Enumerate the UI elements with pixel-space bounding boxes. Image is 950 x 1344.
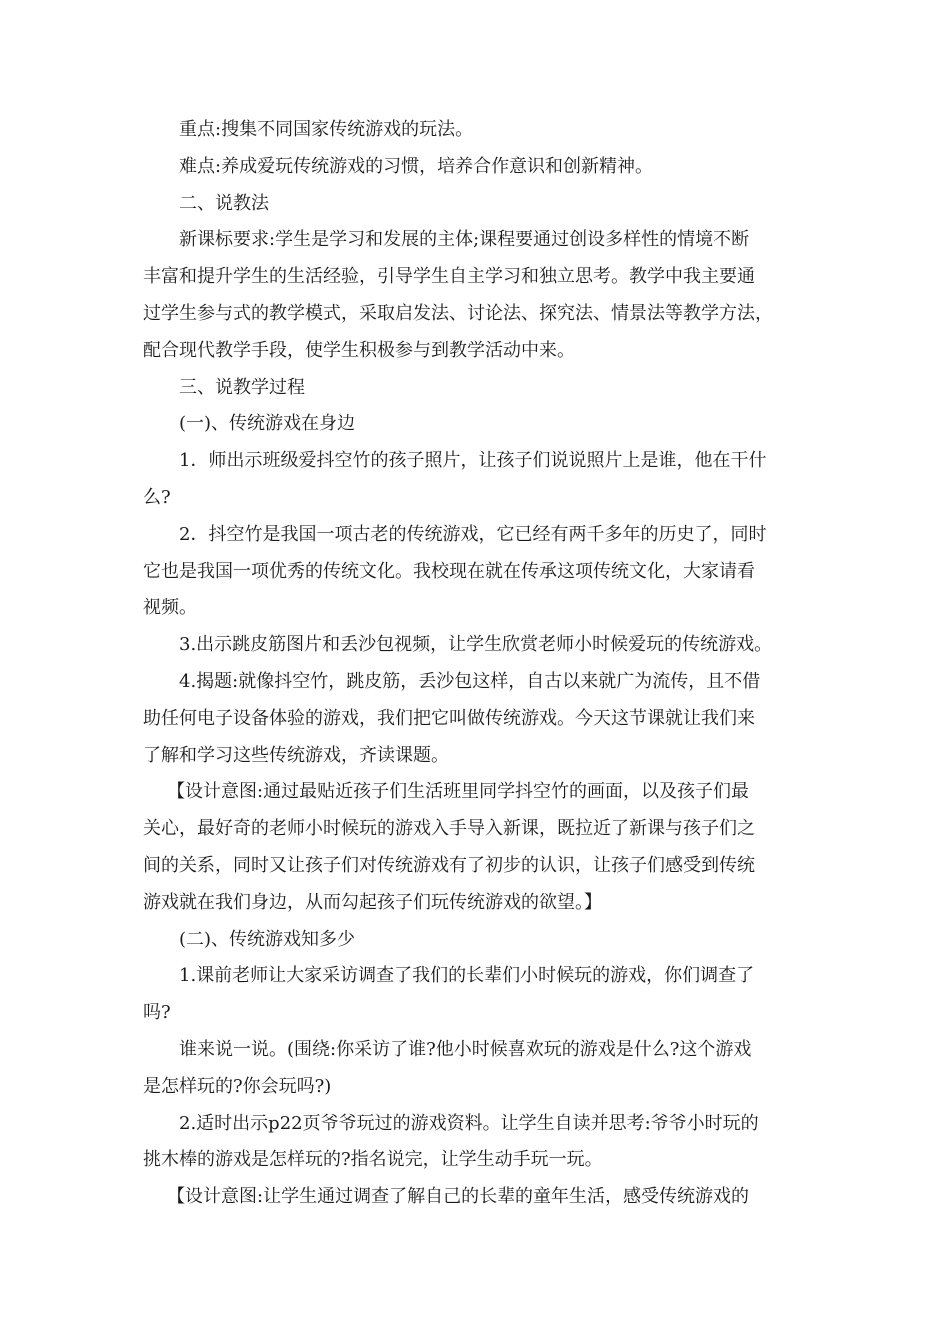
design-intent-line: 间的关系，同时又让孩子们对传统游戏有了初步的认识，让孩子们感受到传统: [143, 854, 755, 876]
subsection-heading-2: (二)、传统游戏知多少: [179, 928, 356, 950]
paragraph-line: 3.出示跳皮筋图片和丢沙包视频，让学生欣赏老师小时候爱玩的传统游戏。: [179, 634, 773, 656]
paragraph-line: 助任何电子设备体验的游戏，我们把它叫做传统游戏。今天这节课就让我们来: [143, 707, 755, 729]
subsection-heading-1: (一)、传统游戏在身边: [179, 413, 356, 435]
paragraph-line: 4.揭题:就像抖空竹，跳皮筋，丢沙包这样，自古以来就广为流传，且不借: [179, 670, 761, 692]
paragraph-line: 吗?: [143, 1002, 171, 1024]
paragraph-line: 丰富和提升学生的生活经验，引导学生自主学习和独立思考。教学中我主要通: [143, 266, 755, 288]
design-intent-line: 【设计意图:让学生通过调查了解自己的长辈的童年生活，感受传统游戏的: [167, 1186, 750, 1208]
paragraph-line: 1.课前老师让大家采访调查了我们的长辈们小时候玩的游戏，你们调查了: [179, 965, 755, 987]
difficulty-line: 难点:养成爱玩传统游戏的习惯，培养合作意识和创新精神。: [179, 155, 654, 177]
design-intent-line: 关心，最好奇的老师小时候玩的游戏入手导入新课，既拉近了新课与孩子们之: [143, 818, 755, 840]
paragraph-line: 2．抖空竹是我国一项古老的传统游戏，它已经有两千多年的历史了，同时: [179, 523, 767, 545]
design-intent-line: 游戏就在我们身边，从而勾起孩子们玩传统游戏的欲望。】: [143, 891, 602, 913]
paragraph-line: 1．师出示班级爱抖空竹的孩子照片，让孩子们说说照片上是谁，他在干什: [179, 450, 767, 472]
design-intent-line: 【设计意图:通过最贴近孩子们生活班里同学抖空竹的画面，以及孩子们最: [167, 781, 750, 803]
paragraph-line: 么?: [143, 486, 171, 508]
paragraph-line: 配合现代教学手段，使学生积极参与到教学活动中来。: [143, 339, 575, 361]
paragraph-line: 是怎样玩的?你会玩吗?): [143, 1075, 332, 1097]
paragraph-line: 视频。: [143, 597, 197, 619]
paragraph-line: 谁来说一说。(围绕:你采访了谁?他小时候喜欢玩的游戏是什么?这个游戏: [179, 1038, 752, 1060]
paragraph-line: 新课标要求:学生是学习和发展的主体;课程要通过创设多样性的情境不断: [179, 229, 750, 251]
paragraph-line: 过学生参与式的教学模式，采取启发法、讨论法、探究法、情景法等教学方法，: [143, 302, 773, 324]
section-heading-teaching-process: 三、说教学过程: [179, 376, 305, 398]
paragraph-line: 了解和学习这些传统游戏，齐读课题。: [143, 744, 449, 766]
paragraph-line: 挑木棒的游戏是怎样玩的?指名说完，让学生动手玩一玩。: [143, 1149, 603, 1171]
paragraph-line: 它也是我国一项优秀的传统文化。我校现在就在传承这项传统文化，大家请看: [143, 560, 755, 582]
section-heading-teaching-method: 二、说教法: [179, 192, 269, 214]
paragraph-line: 2.适时出示p22页爷爷玩过的游戏资料。让学生自读并思考:爷爷小时玩的: [179, 1112, 759, 1134]
key-point-line: 重点:搜集不同国家传统游戏的玩法。: [179, 119, 474, 140]
document-body: [143, 112, 823, 1216]
